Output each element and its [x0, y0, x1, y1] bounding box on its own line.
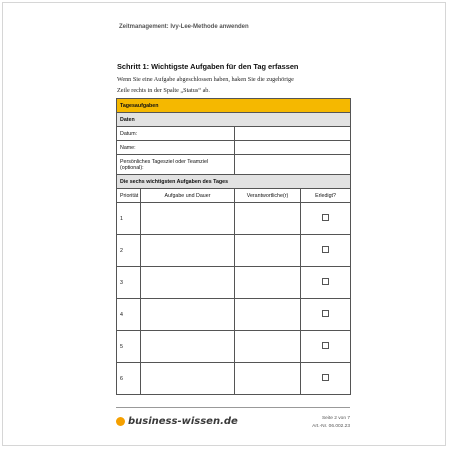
task-done-cell — [301, 235, 351, 267]
instruction-line-2: Zeile rechts in der Spalte „Status“ ab. — [117, 87, 210, 94]
logo-dot-icon — [116, 417, 125, 426]
article-number: Art.-Nr. 06.002.23 — [312, 424, 350, 429]
task-done-cell — [301, 331, 351, 363]
task-priority: 5 — [117, 331, 141, 363]
footer-divider — [116, 407, 350, 408]
page-info — [303, 415, 350, 431]
field-label-name: Name: — [117, 141, 235, 155]
task-done-cell — [301, 203, 351, 235]
task-owner-cell[interactable] — [235, 363, 301, 395]
field-label-date: Datum: — [117, 127, 235, 141]
task-row — [117, 235, 351, 267]
task-row — [117, 203, 351, 235]
field-input-name[interactable] — [235, 141, 351, 155]
data-section-heading: Daten — [117, 113, 351, 127]
document-header-note: Zeitmanagement: Ivy-Lee-Methode anwenden — [119, 24, 249, 30]
task-owner-cell[interactable] — [235, 331, 301, 363]
task-done-cell — [301, 363, 351, 395]
task-done-cell — [301, 267, 351, 299]
task-form-table — [116, 98, 351, 395]
column-header-task: Aufgabe und Dauer — [141, 189, 235, 203]
logo-text: business-wissen.de — [128, 416, 238, 427]
instruction-text — [117, 74, 357, 96]
done-checkbox[interactable] — [322, 342, 329, 349]
task-row — [117, 267, 351, 299]
task-description-cell[interactable] — [141, 363, 235, 395]
done-checkbox[interactable] — [322, 214, 329, 221]
column-header-owner: Verantwortliche(r) — [235, 189, 301, 203]
page-number: Seite 2 von 7 — [321, 416, 350, 421]
done-checkbox[interactable] — [322, 278, 329, 285]
field-row-goal — [117, 155, 351, 175]
task-row — [117, 299, 351, 331]
field-label-goal: Persönliches Tagesziel oder Teamziel (optional): — [117, 155, 235, 175]
instruction-line-1: Wenn Sie eine Aufgabe abgeschlossen haben, haken Sie die zugehörige — [117, 76, 294, 83]
task-owner-cell[interactable] — [235, 267, 301, 299]
task-priority: 3 — [117, 267, 141, 299]
task-description-cell[interactable] — [141, 267, 235, 299]
task-description-cell[interactable] — [141, 235, 235, 267]
column-header-priority: Priorität — [117, 189, 141, 203]
step-title: Schritt 1: Wichtigste Aufgaben für den Tag erfassen — [117, 62, 299, 71]
task-priority: 6 — [117, 363, 141, 395]
tasks-section-heading: Die sechs wichtigsten Aufgaben des Tages — [117, 175, 351, 189]
field-row-date — [117, 127, 351, 141]
done-checkbox[interactable] — [322, 310, 329, 317]
task-priority: 1 — [117, 203, 141, 235]
task-row — [117, 363, 351, 395]
brand-logo — [116, 416, 238, 427]
field-input-date[interactable] — [235, 127, 351, 141]
task-row — [117, 331, 351, 363]
column-header-done: Erledigt? — [301, 189, 351, 203]
field-row-name — [117, 141, 351, 155]
task-description-cell[interactable] — [141, 331, 235, 363]
task-owner-cell[interactable] — [235, 299, 301, 331]
task-owner-cell[interactable] — [235, 235, 301, 267]
field-input-goal[interactable] — [235, 155, 351, 175]
table-title: Tagesaufgaben — [117, 99, 351, 113]
task-description-cell[interactable] — [141, 203, 235, 235]
done-checkbox[interactable] — [322, 374, 329, 381]
task-owner-cell[interactable] — [235, 203, 301, 235]
data-section-row — [117, 113, 351, 127]
table-title-row — [117, 99, 351, 113]
tasks-section-row — [117, 175, 351, 189]
task-done-cell — [301, 299, 351, 331]
task-description-cell[interactable] — [141, 299, 235, 331]
column-header-row — [117, 189, 351, 203]
task-priority: 4 — [117, 299, 141, 331]
document-page — [2, 2, 446, 446]
task-priority: 2 — [117, 235, 141, 267]
done-checkbox[interactable] — [322, 246, 329, 253]
